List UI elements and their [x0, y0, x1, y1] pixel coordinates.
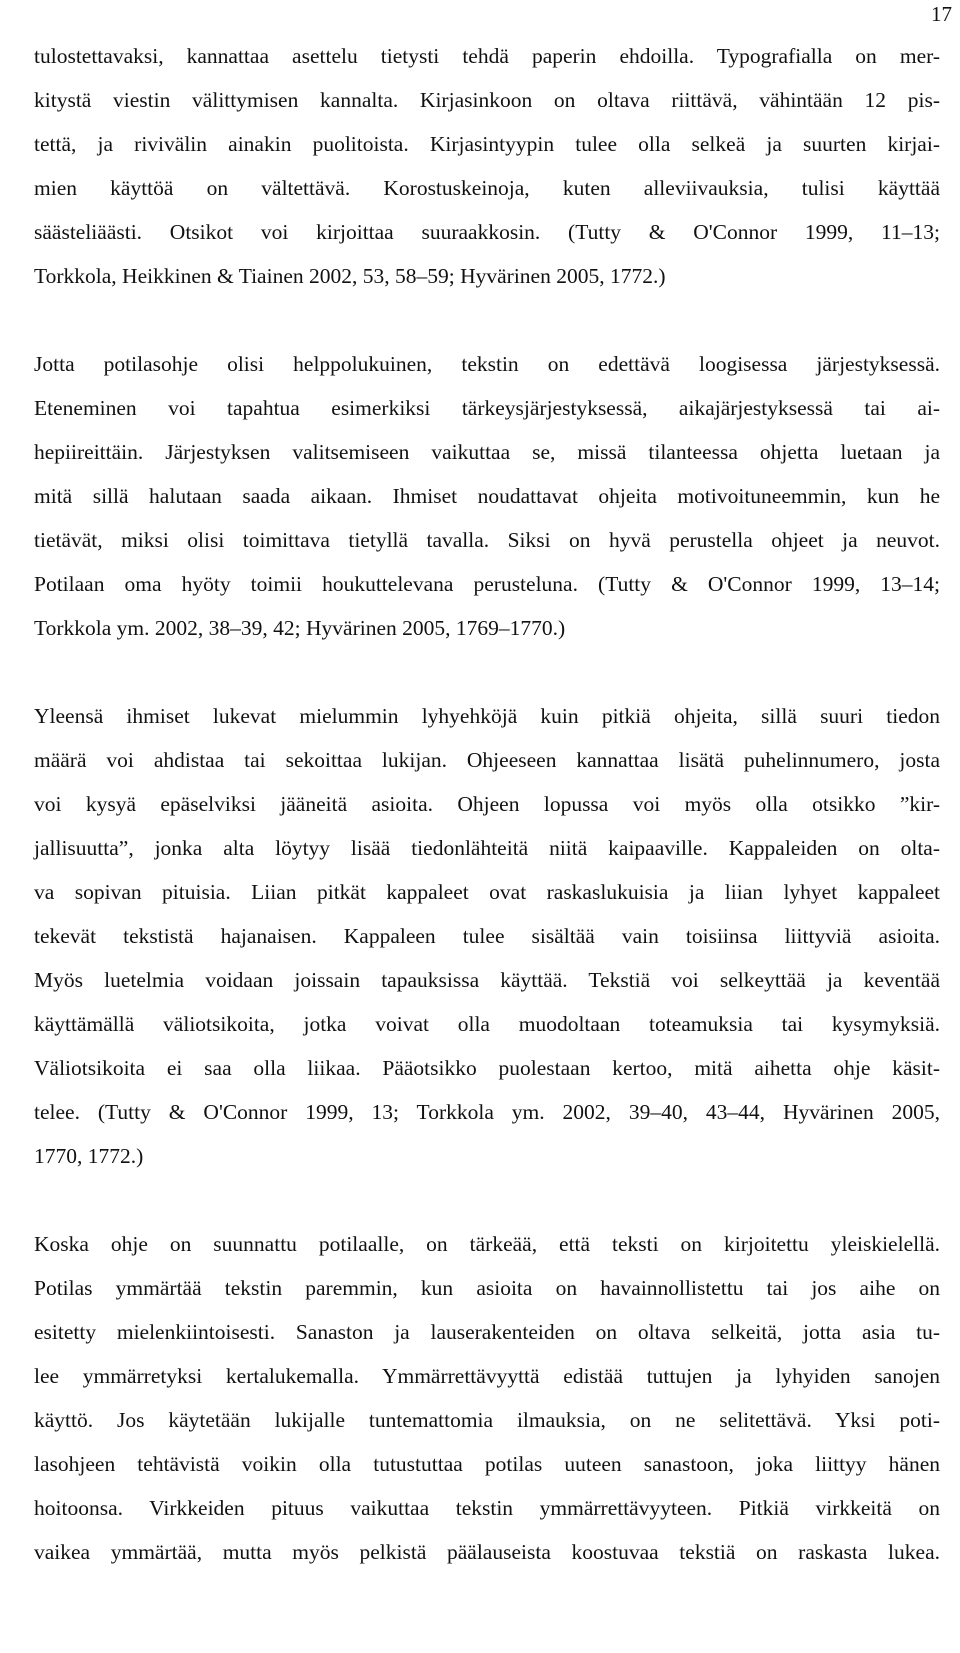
- text-line: tietävät, miksi olisi toimittava tietyllä tavalla. Siksi on hyvä perustella ohjeet ja neuvot.: [34, 528, 940, 552]
- text-line: va sopivan pituisia. Liian pitkät kappaleet ovat raskaslukuisia ja liian lyhyet kappaleet: [34, 880, 940, 904]
- text-line: lasohjeen tehtävistä voikin olla tutustuttaa potilas uuteen sanastoon, joka liittyy hänen: [34, 1452, 940, 1476]
- text-line: säästeliäästi. Otsikot voi kirjoittaa suuraakkosin. (Tutty & O'Connor 1999, 11–13;: [34, 220, 940, 244]
- text-line: Koska ohje on suunnattu potilaalle, on tärkeää, että teksti on kirjoitettu yleiskielellä.: [34, 1232, 940, 1256]
- text-line: kitystä viestin välittymisen kannalta. Kirjasinkoon on oltava riittävä, vähintään 12 pis-: [34, 88, 940, 112]
- paragraph-order: [34, 342, 940, 650]
- text-line: jallisuutta”, jonka alta löytyy lisää tiedonlähteitä niitä kaipaaville. Kappaleiden on olta-: [34, 836, 940, 860]
- text-line: käyttö. Jos käytetään lukijalle tuntemattomia ilmauksia, on ne selitettävä. Yksi poti-: [34, 1408, 940, 1432]
- paragraph-typography: [34, 34, 940, 298]
- text-line: voi kysyä epäselviksi jääneitä asioita. Ohjeen lopussa voi myös olla otsikko ”kir-: [34, 792, 940, 816]
- text-line: vaikea ymmärtää, mutta myös pelkistä päälauseista koostuvaa tekstiä on raskasta lukea.: [34, 1540, 940, 1564]
- paragraph-length: [34, 694, 940, 1178]
- paragraph-language: [34, 1222, 940, 1574]
- text-line: Yleensä ihmiset lukevat mielummin lyhyehköjä kuin pitkiä ohjeita, sillä suuri tiedon: [34, 704, 940, 728]
- text-line: Eteneminen voi tapahtua esimerkiksi tärkeysjärjestyksessä, aikajärjestyksessä tai ai-: [34, 396, 940, 420]
- text-line: Torkkola ym. 2002, 38–39, 42; Hyvärinen 2005, 1769–1770.): [34, 616, 566, 640]
- text-line: käyttämällä väliotsikoita, jotka voivat olla muodoltaan toteamuksia tai kysymyksiä.: [34, 1012, 940, 1036]
- text-line: Väliotsikoita ei saa olla liikaa. Pääotsikko puolestaan kertoo, mitä aihetta ohje käsit-: [34, 1056, 940, 1080]
- text-line: Torkkola, Heikkinen & Tiainen 2002, 53, 58–59; Hyvärinen 2005, 1772.): [34, 264, 666, 288]
- text-line: tulostettavaksi, kannattaa asettelu tietysti tehdä paperin ehdoilla. Typografialla on mer-: [34, 44, 940, 68]
- text-line: mien käyttöä on vältettävä. Korostuskeinoja, kuten alleviivauksia, tulisi käyttää: [34, 176, 940, 200]
- text-line: mitä sillä halutaan saada aikaan. Ihmiset noudattavat ohjeita motivoituneemmin, kun he: [34, 484, 940, 508]
- text-line: hepiireittäin. Järjestyksen valitsemiseen vaikuttaa se, missä tilanteessa ohjetta luetaan ja: [34, 440, 940, 464]
- paragraph-gap: [34, 650, 940, 694]
- text-line: määrä voi ahdistaa tai sekoittaa lukijan. Ohjeeseen kannattaa lisätä puhelinnumero, josta: [34, 748, 940, 772]
- page-number: 17: [931, 2, 952, 26]
- paragraph-gap: [34, 298, 940, 342]
- text-line: Potilaan oma hyöty toimii houkuttelevana perusteluna. (Tutty & O'Connor 1999, 13–14;: [34, 572, 940, 596]
- text-line: hoitoonsa. Virkkeiden pituus vaikuttaa tekstin ymmärrettävyyteen. Pitkiä virkkeitä on: [34, 1496, 940, 1520]
- paragraph-gap: [34, 1178, 940, 1222]
- text-line: esitetty mielenkiintoisesti. Sanaston ja lauserakenteiden on oltava selkeitä, jotta asia tu-: [34, 1320, 940, 1344]
- document-body: [34, 34, 940, 1574]
- text-line: tettä, ja rivivälin ainakin puolitoista. Kirjasintyypin tulee olla selkeä ja suurten kirjai-: [34, 132, 940, 156]
- text-line: telee. (Tutty & O'Connor 1999, 13; Torkkola ym. 2002, 39–40, 43–44, Hyvärinen 2005,: [34, 1100, 940, 1124]
- text-line: lee ymmärretyksi kertalukemalla. Ymmärrettävyyttä edistää tuttujen ja lyhyiden sanojen: [34, 1364, 940, 1388]
- text-line: 1770, 1772.): [34, 1144, 144, 1168]
- text-line: Potilas ymmärtää tekstin paremmin, kun asioita on havainnollistettu tai jos aihe on: [34, 1276, 940, 1300]
- text-line: Jotta potilasohje olisi helppolukuinen, tekstin on edettävä loogisessa järjestyksessä.: [34, 352, 940, 376]
- text-line: Myös luetelmia voidaan joissain tapauksissa käyttää. Tekstiä voi selkeyttää ja keventää: [34, 968, 940, 992]
- text-line: tekevät tekstistä hajanaisen. Kappaleen tulee sisältää vain toisiinsa liittyviä asioita.: [34, 924, 940, 948]
